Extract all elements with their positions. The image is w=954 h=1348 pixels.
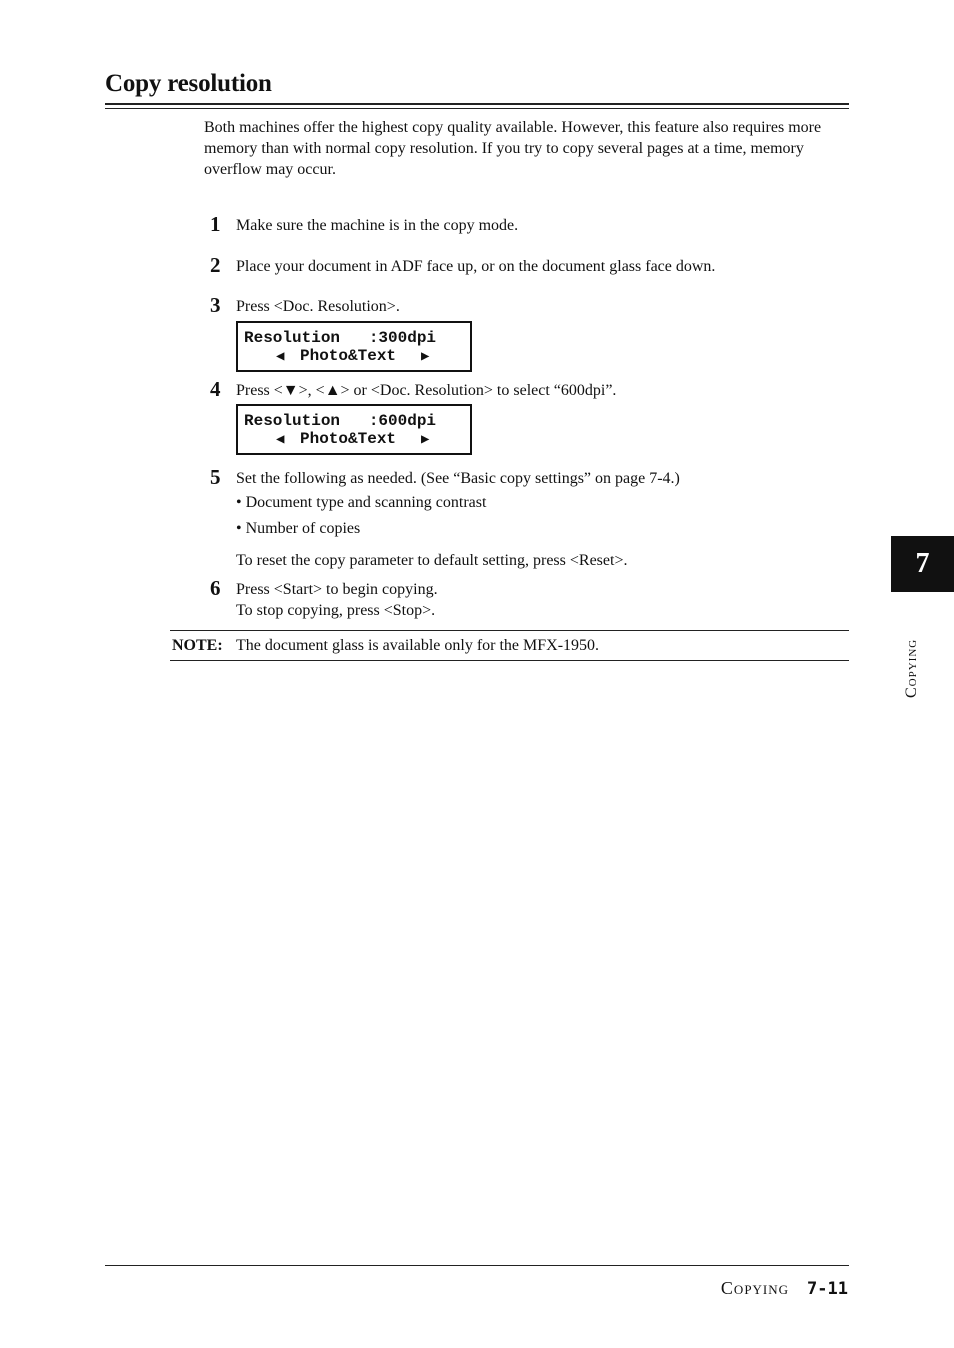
step-number: 4 [210,377,221,401]
step-text: Make sure the machine is in the copy mode. [236,217,519,234]
step-number: 6 [210,576,221,600]
lcd-line-1: Resolution :300dpi [244,329,437,347]
footer-rule [105,1265,849,1266]
triangle-left-icon: ◀ [276,349,285,365]
note-text: The document glass is available only for the MFX-1950. [236,637,600,654]
lcd-line-1: Resolution :600dpi [244,412,437,430]
step-text: Place your document in ADF face up, or on the document glass face down. [236,258,716,275]
chapter-side-label: Copying [903,638,920,698]
lcd-mode-label: Photo&Text [300,430,397,448]
step-text: Press <▼>, <▲> or <Doc. Resolution> to select “600dpi”. [236,382,617,399]
stop-instruction: To stop copying, press <Stop>. [236,602,436,619]
bullet-item: • Number of copies [236,520,361,537]
note-rule-bottom [170,660,849,661]
triangle-right-icon: ▶ [421,432,430,448]
lcd-display-600dpi [236,404,472,455]
lcd-mode-label: Photo&Text [300,347,397,365]
chapter-tab: 7 [891,536,954,592]
step-text: Press <Doc. Resolution>. [236,298,400,315]
page-footer [721,1278,848,1299]
step-number: 3 [210,293,221,317]
footer-section: Copying [720,1278,790,1298]
title-rule-thin [105,108,849,109]
note-label: NOTE: [172,637,223,654]
step-text: Set the following as needed. (See “Basic copy settings” on page 7-4.) [236,470,680,487]
title-rule-thick [105,103,849,105]
page-number: 7-11 [807,1279,848,1299]
step-number: 2 [210,253,221,277]
step-text: Press <Start> to begin copying. [236,581,438,598]
intro-paragraph: Both machines offer the highest copy quality available. However, this feature also requires more memory than with normal copy resolution. If you try to copy several pages at a time, memory overflow may occur. [204,119,822,178]
triangle-right-icon: ▶ [421,349,430,365]
note [172,635,599,656]
reset-instruction: To reset the copy parameter to default setting, press <Reset>. [236,552,628,569]
lcd-display-300dpi [236,321,472,372]
step-number: 5 [210,465,221,489]
bullet-item: • Document type and scanning contrast [236,494,487,511]
triangle-left-icon: ◀ [276,432,285,448]
page-title: Copy resolution [105,70,272,97]
step-number: 1 [210,212,221,236]
note-rule-top [170,630,849,631]
